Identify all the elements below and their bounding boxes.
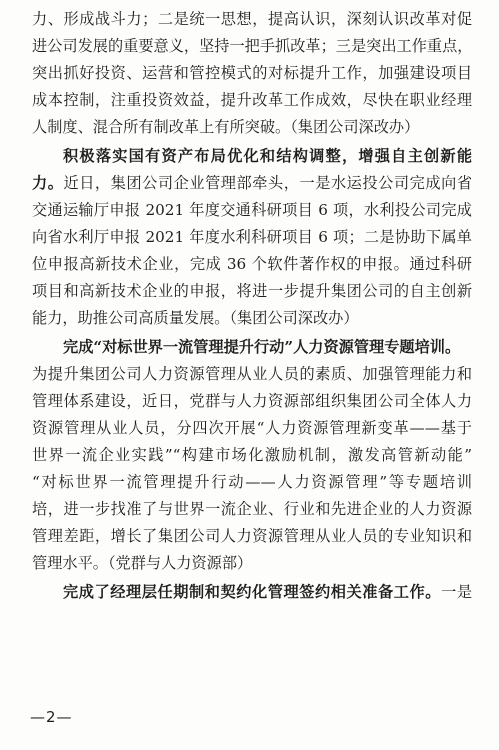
text-line: “对标世界一流管理提升行动——人力资源管理”等专题培训 [32, 473, 472, 491]
text-line: 世界一流企业实践”“构建市场化激励机制，激发高管新动能” [32, 446, 472, 464]
text-line: 人制度、混合所有制改革上有所突破。（集团公司深改办） [32, 118, 420, 136]
paragraph-3 [32, 334, 472, 577]
text-line: 成本控制，注重投资效益，提升改革工作成效，尽快在职业经理 [32, 91, 472, 109]
text-line: 交通运输厅申报 2021 年度交通科研项目 6 项，水利投公司完成 [32, 201, 472, 219]
text-line: 培，进一步找准了与世界一流企业、行业和先进企业的人力资源 [32, 500, 472, 518]
text-line [32, 579, 472, 606]
text-line: 管理差距，增长了集团公司人力资源管理从业人员的专业知识和 [32, 527, 472, 545]
paragraph-4 [32, 579, 472, 606]
text-line: 向省水利厅申报 2021 年度水利科研项目 6 项；二是协助下属单 [32, 228, 472, 246]
paragraph-heading: 完成了经理层任期制和契约化管理签约相关准备工作。 [63, 583, 442, 601]
paragraph-heading: 积极落实国有资产布局优化和结构调整，增强自主创新能 [63, 147, 472, 165]
text-line: 为提升集团公司人力资源管理从业人员的素质、加强管理能力和 [32, 365, 472, 383]
text-line: 管理水平。（党群与人力资源部） [32, 554, 253, 572]
paragraph-heading: 完成“对标世界一流管理提升行动”人力资源管理专题培训。 [63, 338, 461, 356]
text-line: 位申报高新技术企业，完成 36 个软件著作权的申报。通过科研 [32, 255, 472, 273]
paragraph-2 [32, 143, 472, 332]
text-line [32, 170, 472, 197]
text-line: 力、形成战斗力；二是统一思想，提高认识，深刻认识改革对促 [32, 10, 472, 28]
text-line: 突出抓好投资、运营和管控模式的对标提升工作，加强建设项目 [32, 64, 472, 82]
paragraph-1 [32, 6, 472, 141]
paragraph-heading-continuation: 力。 [32, 174, 64, 192]
text-line: 管理体系建设，近日，党群与人力资源部组织集团公司全体人力 [32, 392, 472, 410]
text-line: 能力，助推公司高质量发展。（集团公司深改办） [32, 309, 359, 327]
document-body [32, 6, 472, 606]
text-line: 进公司发展的重要意义，坚持一把手抓改革；三是突出工作重点， [32, 37, 473, 55]
text-span: 近日，集团公司企业管理部牵头，一是水运投公司完成向省 [63, 174, 473, 192]
page-number: —2— [30, 708, 73, 726]
text-span: 一是 [441, 583, 473, 601]
text-line: 项目和高新技术企业的申报，将进一步提升集团公司的自主创新 [32, 282, 472, 300]
text-line: 资源管理从业人员，分四次开展“人力资源管理新变革——基于 [32, 419, 472, 437]
